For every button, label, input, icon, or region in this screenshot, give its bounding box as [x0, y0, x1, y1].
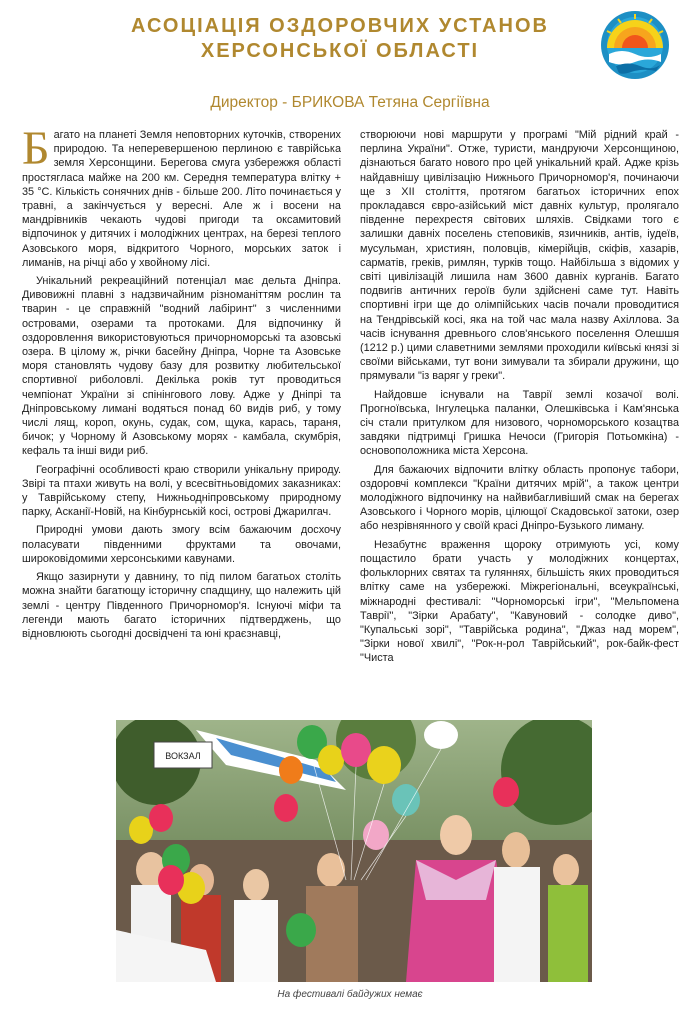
title-line-1: АСОЦІАЦІЯ ОЗДОРОВЧИХ УСТАНОВ — [131, 15, 549, 37]
paragraph: Географічні особливості краю створили унікальну природу. Звірі та птахи живуть на волі, у всесвітньовідомих заказниках: у Таврійському степу, Нижньодніпровському природному парку, Асканії-Новій, на Кінбурнській косі, острові Джарилгач. — [22, 463, 341, 519]
paragraph: Найдовше існували на Таврії землі козачої волі. Прогноївська, Інгулецька паланки, Олешківська і Кам'янська січ стали притулком для низового, чорноморського козацтва завдяки підтримці Гришка Нечоси (Григорія Потьомкіна) - основоположника міста Херсона. — [360, 388, 679, 458]
paragraph: Якщо зазирнути у давнину, то під пилом багатьох століть можна знайти багатющу історичну спадщину, що належить цій землі - центру Південного Причорномор'я. Існуючі міфи та легенди мають багато історичних підтверджень, що відновлюють сьогодні досвідчені та юні краєзнавці, — [22, 571, 341, 640]
festival-photo — [116, 720, 592, 982]
paragraph: Багато на планеті Земля неповторних куточків, створених природою. Та неперевершеною перлиною є таврійська земля Херсонщини. Берегова смуга узбережжя області простягласа майже на 200 км. Середня температура влітку + 35 °С. Кількість сонячних днів - більше 200. Літо починається у травні, а закінчується у вересні. Але ж і восени на мандрівників чекають чудові пригоди та оксамитовий відпочинок у дитячих і молодіжних центрах, на березі теплого Азовського моря, відкритого Чорного, морських заток і лиманів, на річці або у хвойному лісі. — [22, 128, 341, 269]
article-column-left — [22, 128, 341, 710]
paragraph: Унікальний рекреаційний потенціал має дельта Дніпра. Дивовижні плавні з надзвичайним різноманіттям рослин та тварин - це справжній "водний лабіринт" з численними островами, озерами та протоками. Для відпочинку й оздоровлення використовуються причорноморські та азовські озера. В цілому ж, річки басейну Дніпра, Чорне та Азовське моря становлять чудову базу для розвитку любительської спортивної риболовлі. Декілька років тут проводиться чемпіонат України зі спінінгового лову. Адже у Дніпрі та Дніпровському лимані водяться понад 60 видів риб, у тому числі лящ, короп, окунь, судак, сом, щука, карась, тараня, бичок; у Чорному й Азовському морях - камбала, скумбрія, кефаль та інші види риб. — [22, 275, 341, 458]
article-column-right — [360, 128, 679, 710]
paragraph: Для бажаючих відпочити влітку область пропонує табори, оздоровчі комплекси "Країни дитячих мрій", а також центри молодіжного відпочинку на найвибагливіший смак на берегах Азовського і Чорного морів, цілющої Скадовської затоки, озер або незрівнянного у своїй красі Дніпро-Бузького лиману. — [360, 463, 679, 533]
title-line-2: ХЕРСОНСЬКОЇ ОБЛАСТІ — [200, 40, 480, 62]
paragraph: Незабутнє враження щороку отримують усі, кому пощастило брати участь у молодіжних концертах, фольклорних святах та гуляннях, більшість яких проводиться влітку саме на узбережжі. Міжрегіональні, всеукраїнські, міжнародні фестивалі: "Чорноморські ігри", "Мельпомена Таврії", "Зірки Арабату", "Кавуновий - солодке диво", "Купальські зорі", "Таврійська родина", "Джаз над морем", "Зірки нової хвилі", "Рок-н-рол Таврійський", рок-байк-фест "Чиста — [360, 538, 679, 665]
director-line: Директор - БРИКОВА Тетяна Сергіївна — [210, 94, 490, 111]
paragraph: створюючи нові маршрути у програмі "Мій рідний край - перлина України". Отже, туристи, мандруючи Херсонщиною, дізнаються багато нового про цей унікальний край. Адже крізь найдавнішу цивілізацію Нижнього Причорномор'я, починаючи ще з XII століття, протягом багатьох історичних епох прокладався євро-азійський міст давніх культур, пролягало південне перехрестя світових шляхів. Свідками того є залишки давніх поселень степовиків, язичників, антів, іудеїв, мусульман, християн, половців, кімерійців, скіфів, хазарів, сарматів, греків, римлян, турків тощо. Найбільша з відомих у світі цивілізацій лишила нам 3600 давніх курганів. Багато подвигів античних героїв були здійснені саме тут. Навіть спортивні ігри ще до олімпійських часів почали проводитися на Тендрівській косі, яка на той час мала назву Ахіллова. За часів існування древнього слов'янського поселення Олешшя (1212 р.) цими славетними землями проходили київські князі зі своїми військами, тут вони зимували та збирали дружини, що прямували "із варяг у греки". — [360, 129, 679, 383]
paragraph: Природні умови дають змогу всім бажаючим досхочу поласувати південними фруктами та овочами, широковідомими херсонськими кавунами. — [22, 524, 341, 565]
sun-sea-logo-icon — [598, 8, 672, 82]
page-title — [100, 14, 580, 64]
drop-cap: Б — [22, 128, 50, 175]
photo-caption: На фестивалі байдужих немає — [277, 989, 423, 1000]
street-sign-text: ВОКЗАЛ — [165, 751, 201, 761]
